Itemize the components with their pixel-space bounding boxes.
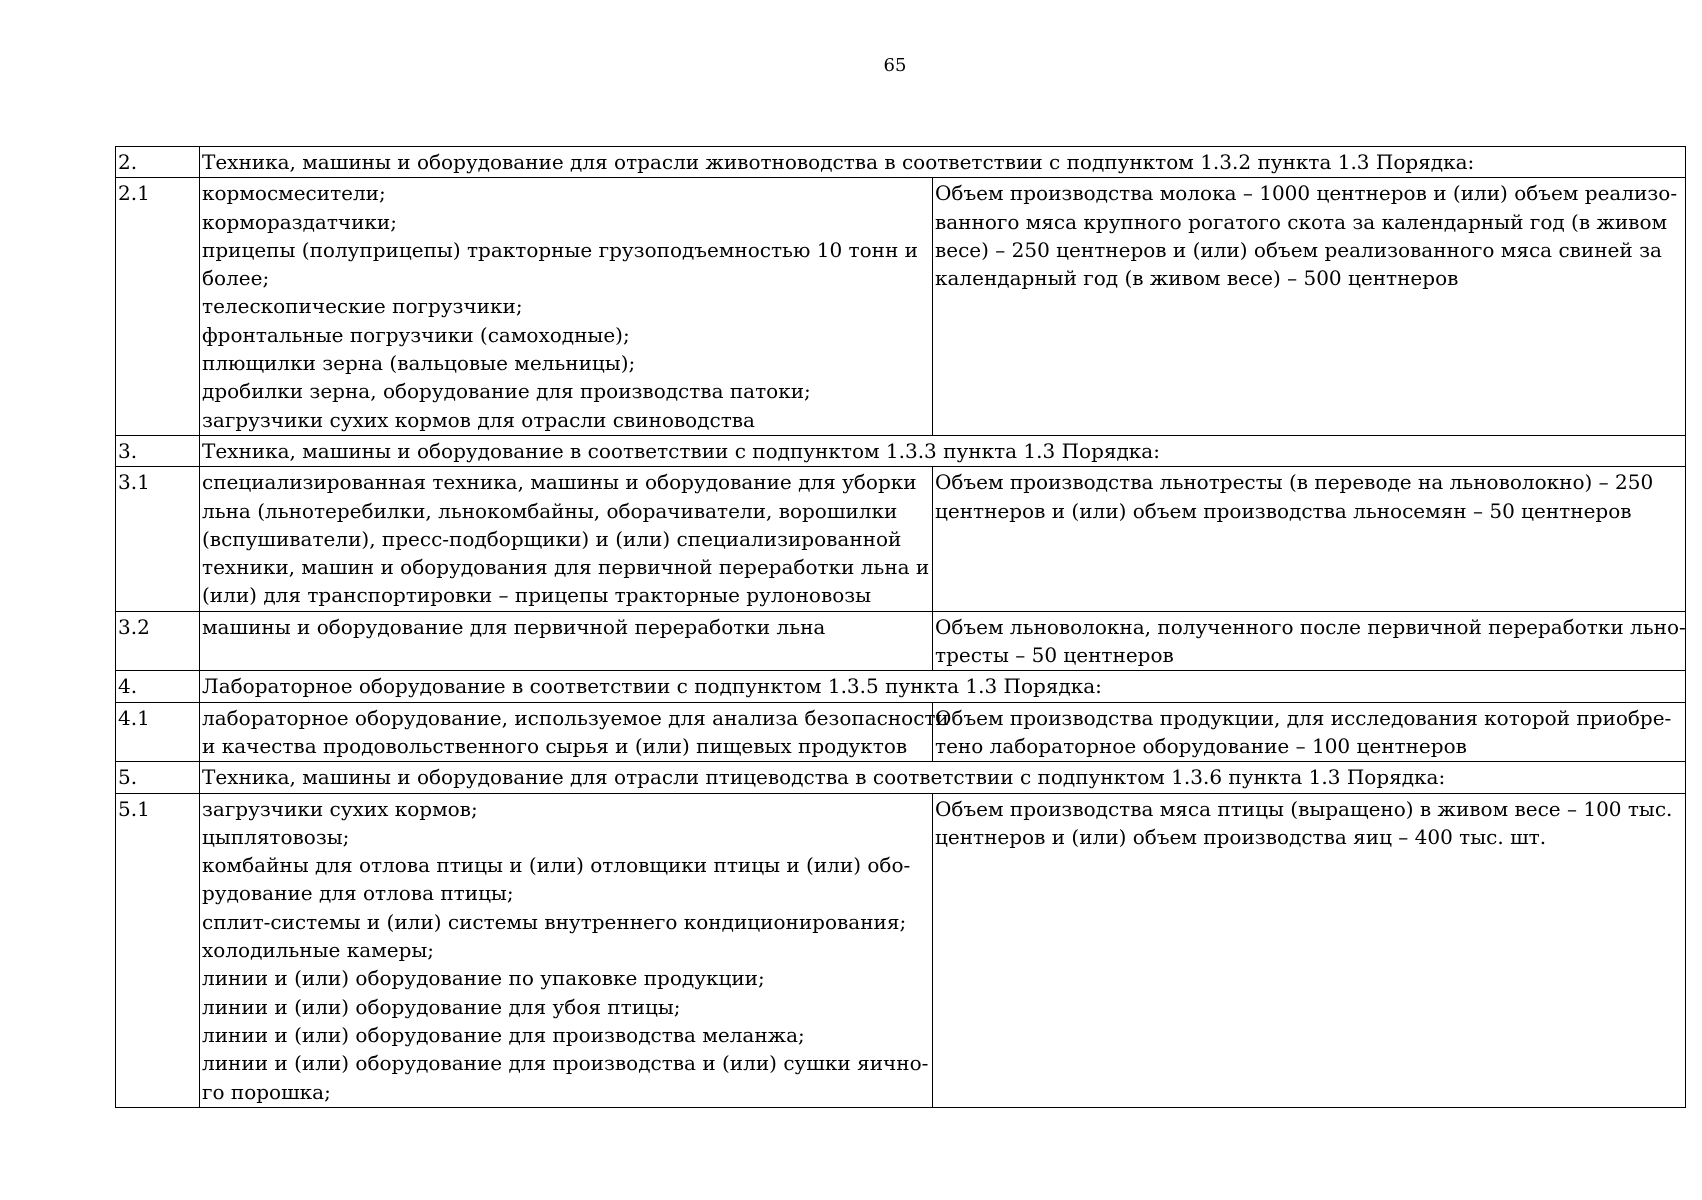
equipment-line: линии и (или) оборудование для производства и (или) сушки яично- xyxy=(202,1051,929,1076)
equipment-line: телескопические погрузчики; xyxy=(202,294,523,319)
equipment-line: машины и оборудование для первичной переработки льна xyxy=(202,614,826,639)
section-title: Лабораторное оборудование в соответствии с подпунктом 1.3.5 пункта 1.3 Порядка: xyxy=(200,671,1686,702)
equipment-list-cell xyxy=(200,611,933,671)
equipment-line: (или) для транспортировки – прицепы тракторные рулоновозы xyxy=(202,583,872,608)
requirement-cell xyxy=(933,467,1686,611)
requirement-cell xyxy=(933,702,1686,762)
requirement-line: Объем льноволокна, полученного после первичной переработки льно- xyxy=(935,614,1686,639)
item-row xyxy=(116,793,1686,1107)
equipment-line: техники, машин и оборудования для первичной переработки льна и xyxy=(202,555,930,580)
equipment-line: загрузчики сухих кормов; xyxy=(202,796,478,821)
requirement-line: календарный год (в живом весе) – 500 центнеров xyxy=(935,266,1459,291)
requirement-line: тресты – 50 центнеров xyxy=(935,643,1174,668)
equipment-line: кормораздатчики; xyxy=(202,209,397,234)
item-row xyxy=(116,178,1686,436)
section-header-row xyxy=(116,762,1686,793)
requirement-line: центнеров и (или) объем производства яиц – 400 тыс. шт. xyxy=(935,824,1547,849)
equipment-line: (вспушиватели), пресс-подборщики) и (или) специализированной xyxy=(202,526,902,551)
equipment-line: дробилки зерна, оборудование для производства патоки; xyxy=(202,379,811,404)
equipment-line: сплит-системы и (или) системы внутреннего кондиционирования; xyxy=(202,909,907,934)
requirement-line: тено лабораторное оборудование – 100 центнеров xyxy=(935,733,1467,758)
section-header-row xyxy=(116,147,1686,178)
requirement-cell xyxy=(933,793,1686,1107)
equipment-line: лабораторное оборудование, используемое для анализа безопасности xyxy=(202,705,949,730)
row-number: 4.1 xyxy=(116,702,200,762)
equipment-line: прицепы (полуприцепы) тракторные грузоподъемностью 10 тонн и xyxy=(202,237,918,262)
equipment-line: холодильные камеры; xyxy=(202,938,435,963)
requirement-line: центнеров и (или) объем производства льносемян – 50 центнеров xyxy=(935,498,1632,523)
requirement-line: Объем производства продукции, для исследования которой приобре- xyxy=(935,705,1672,730)
equipment-line: льна (льнотеребилки, льнокомбайны, оборачиватели, ворошилки xyxy=(202,498,898,523)
equipment-list-cell xyxy=(200,793,933,1107)
equipment-line: линии и (или) оборудование для производства меланжа; xyxy=(202,1022,805,1047)
requirement-line: Объем производства льнотресты (в переводе на льноволокно) – 250 xyxy=(935,470,1654,495)
requirement-cell xyxy=(933,611,1686,671)
equipment-line: фронтальные погрузчики (самоходные); xyxy=(202,322,630,347)
section-title: Техника, машины и оборудование в соответствии с подпунктом 1.3.3 пункта 1.3 Порядка: xyxy=(200,435,1686,466)
item-row xyxy=(116,467,1686,611)
item-row xyxy=(116,611,1686,671)
equipment-line: комбайны для отлова птицы и (или) отловщики птицы и (или) обо- xyxy=(202,853,911,878)
equipment-line: плющилки зерна (вальцовые мельницы); xyxy=(202,351,636,376)
section-header-row xyxy=(116,671,1686,702)
row-number: 5.1 xyxy=(116,793,200,1107)
section-title: Техника, машины и оборудование для отрасли животноводства в соответствии с подпунктом 1.3.2 пункта 1.3 Порядка: xyxy=(200,147,1686,178)
row-number: 3. xyxy=(116,435,200,466)
equipment-line: загрузчики сухих кормов для отрасли свиноводства xyxy=(202,407,755,432)
requirement-line: Объем производства мяса птицы (выращено) в живом весе – 100 тыс. xyxy=(935,796,1673,821)
equipment-line: цыплятовозы; xyxy=(202,824,350,849)
requirement-line: весе) – 250 центнеров и (или) объем реализованного мяса свиней за xyxy=(935,237,1662,262)
equipment-line: рудование для отлова птицы; xyxy=(202,881,514,906)
equipment-line: и качества продовольственного сырья и (или) пищевых продуктов xyxy=(202,733,908,758)
equipment-line: специализированная техника, машины и оборудование для уборки xyxy=(202,470,917,495)
section-title: Техника, машины и оборудование для отрасли птицеводства в соответствии с подпунктом 1.3.6 пункта 1.3 Порядка: xyxy=(200,762,1686,793)
equipment-requirements-table xyxy=(115,146,1686,1108)
item-row xyxy=(116,702,1686,762)
row-number: 2.1 xyxy=(116,178,200,436)
equipment-line: кормосмесители; xyxy=(202,181,386,206)
row-number: 3.2 xyxy=(116,611,200,671)
row-number: 2. xyxy=(116,147,200,178)
equipment-list-cell xyxy=(200,467,933,611)
equipment-line: линии и (или) оборудование по упаковке продукции; xyxy=(202,966,765,991)
row-number: 5. xyxy=(116,762,200,793)
equipment-list-cell xyxy=(200,178,933,436)
section-header-row xyxy=(116,435,1686,466)
requirement-line: ванного мяса крупного рогатого скота за календарный год (в живом xyxy=(935,209,1668,234)
equipment-line: более; xyxy=(202,266,270,291)
equipment-list-cell xyxy=(200,702,949,762)
equipment-line: го порошка; xyxy=(202,1079,331,1104)
row-number: 4. xyxy=(116,671,200,702)
requirement-line: Объем производства молока – 1000 центнеров и (или) объем реализо- xyxy=(935,181,1678,206)
page-number: 65 xyxy=(883,55,907,76)
requirement-cell xyxy=(933,178,1686,436)
row-number: 3.1 xyxy=(116,467,200,611)
equipment-line: линии и (или) оборудование для убоя птицы; xyxy=(202,994,681,1019)
